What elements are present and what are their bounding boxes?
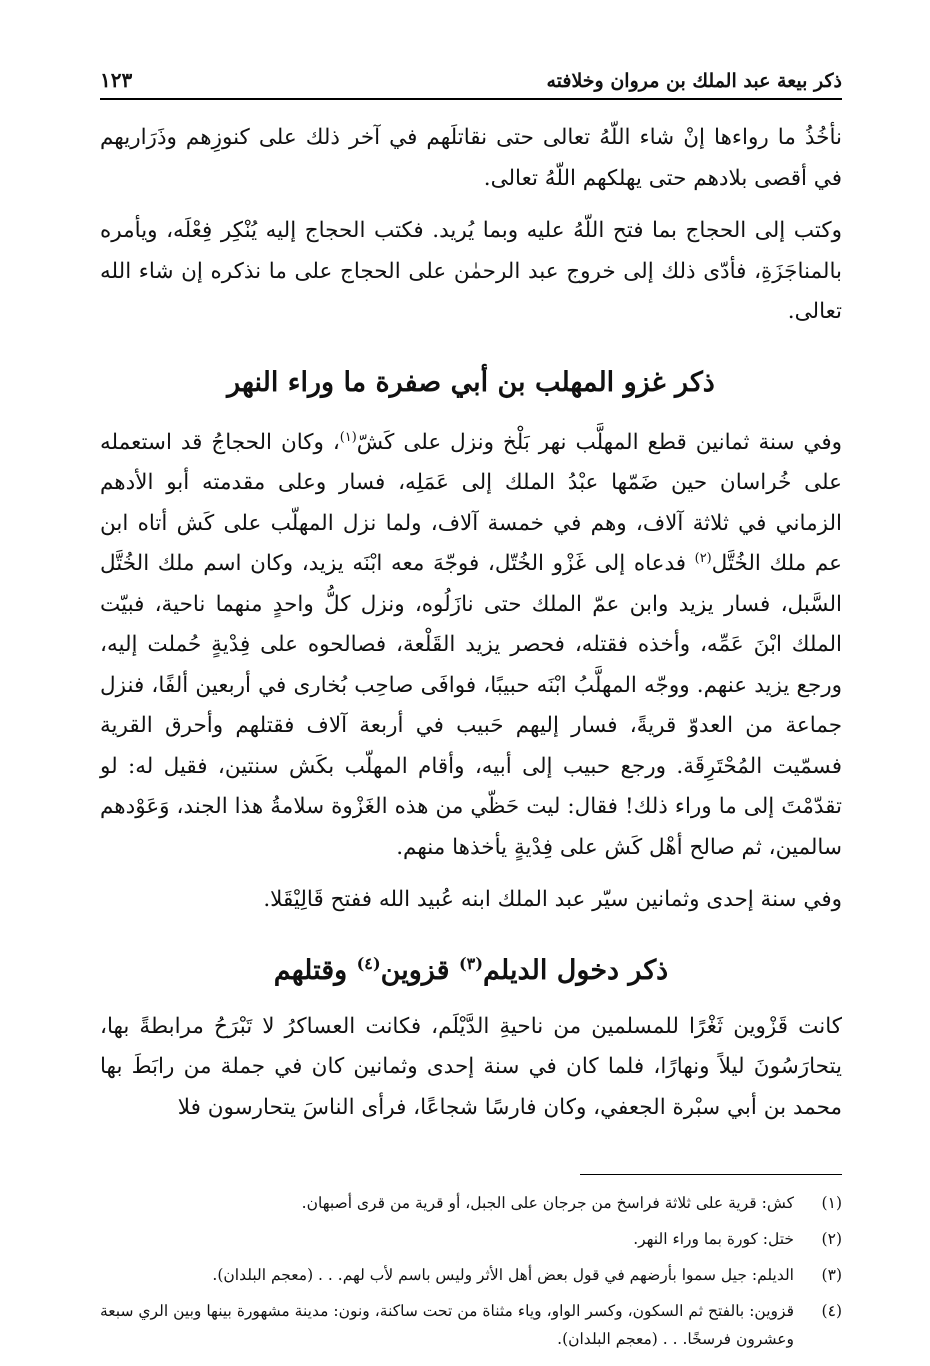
footnote (100, 1297, 842, 1353)
footnote-text: ختل: كورة بما وراء النهر. (633, 1230, 794, 1248)
footnotes-list (100, 1189, 842, 1353)
footnote-reference: (٤) (356, 953, 381, 973)
footnote (100, 1225, 842, 1253)
running-header (100, 58, 842, 100)
body-paragraph: وكتب إلى الحجاج بما فتح اللّهُ عليه وبما يُريد. فكتب الحجاج إليه يُنْكِر فِعْلَه، ويأمره بالمناجَزَةِ، فأدّى ذلك إلى خروج عبد الرحمٰن على الحجاج على ما نذكره إن شاء الله تعالى. (100, 218, 842, 324)
body-paragraph: نأخُذُ ما رواءها إنْ شاء اللّهُ تعالى حتى نقاتلَهم في آخر ذلك على كنوزِهم وذَرَاريهم في أقصى بلادهم حتى يهلكهم اللّهُ تعالى. (100, 125, 842, 191)
body-paragraph: كانت قَزْوين ثَغْرًا للمسلمين من ناحيةِ الدَّيْلَم، فكانت العساكرُ لا تَبْرَحُ مرابطةً بها، يتحارَسُونَ ليلاً ونهارًا، فلما كان في سنة إحدى وثمانين كان في جملة من رابَطَ بها محمد بن أبي سبْرة الجعفي، وكان فارسًا شجاعًا، فرأى الناسَ يتحارسون فلا (100, 1013, 842, 1120)
book-page (100, 58, 842, 1361)
footnote-number: (٤) (821, 1302, 842, 1320)
footnote-text: كش: قرية على ثلاثة فراسخ من جرجان على الجبل، أو قرية من قرى أصبهان. (301, 1194, 794, 1212)
heading-text: ذكر دخول الديلم (483, 954, 669, 986)
section-heading: ذكر غزو المهلب بن أبي صفرة ما وراء النهر (227, 366, 715, 398)
footnote-reference: (٣) (458, 953, 484, 973)
footnote (100, 1261, 842, 1289)
paragraph-text: ، وكان الحجاجُ قد استعمله على خُراسان حين ضَمّها عبْدُ الملك إلى عَمَلِه، فسار وعلى مقدمته أبو الأدهم الزماني في ثلاثة آلاف، وهم في خمسة آلاف، ولما نزل المهلّب على كَش أتاه ابن عم ملك الخُتَّل (100, 429, 843, 576)
footnote-number: (٢) (821, 1230, 842, 1248)
footnote-reference: (٢) (694, 550, 712, 566)
footnotes-divider (580, 1174, 842, 1175)
paragraph-text: فدعاه إلى غَزْو الخُتّل، فوجّهَ معه ابْنَه يزيد، وكان اسم ملك الخُتَّل السَّبل، فسار يزيد وابن عمّ الملك حتى نازَلُوه، ونزل كلُّ واحدٍ منهما ناحية، فبيّت الملك ابْنَ عَمِّه، وأخذه فقتله، فحصر يزيد القَلْعة، فصالحوه على فِدْيةٍ حُملت إليه، ورجع يزيد عنهم. ووجّه المهلَّبُ ابْنَه حبيبًا، فوافَى صاحِب بُخارى في أربعين ألفًا، فنزل جماعة من العدوّ قريةً، فسار إليهم حَبيب في أربعة آلاف فقتلهم وأحرق القرية فسمّيت المُحْتَرِقَة. ورجع حبيب إلى أبيه، وأقام المهلّب بكَش سنتين، فقيل له: لو تقدّمْتَ إلى ما وراء ذلك! فقال: ليت حَظّي من هذه الغَزْوة سلامةُ هذا الجند، وَعَوْدهم سالمين، ثم صالح أهْل كَش على فِدْيةٍ يأخذها منهم. (100, 551, 842, 860)
footnote-number: (١) (821, 1194, 842, 1212)
paragraph-text: وفي سنة ثمانين قطع المهلَّب نهر بَلْخ ونزل على كَشّ (356, 429, 842, 455)
footnote-text: قزوين: بالفتح ثم السكون، وكسر الواو، وياء مثناة من تحت ساكنة، ونون: مدينة مشهورة بينها وبين الري سبعة وعشرون فرسخًا. . . (معجم البلدان). (100, 1302, 794, 1348)
section-heading (100, 951, 842, 991)
body-paragraph: وفي سنة إحدى وثمانين سيّر عبد الملك ابنه عُبيد الله ففتح قَالِيْقَلا. (263, 887, 842, 912)
footnote-reference: (١) (339, 429, 357, 445)
running-header-title: ذكر بيعة عبد الملك بن مروان وخلافته (546, 70, 842, 92)
page-number: ١٢٣ (100, 68, 133, 92)
footnote-text: الديلم: جيل سموا بأرضهم في قول بعض أهل الأثر وليس باسم لأب لهم. . . (معجم البلدان). (212, 1266, 794, 1284)
footnote (100, 1189, 842, 1217)
heading-text: وقتلهم (273, 954, 357, 986)
footnote-number: (٣) (821, 1266, 842, 1284)
heading-text: قزوين (380, 954, 459, 986)
body-paragraph (100, 423, 842, 869)
